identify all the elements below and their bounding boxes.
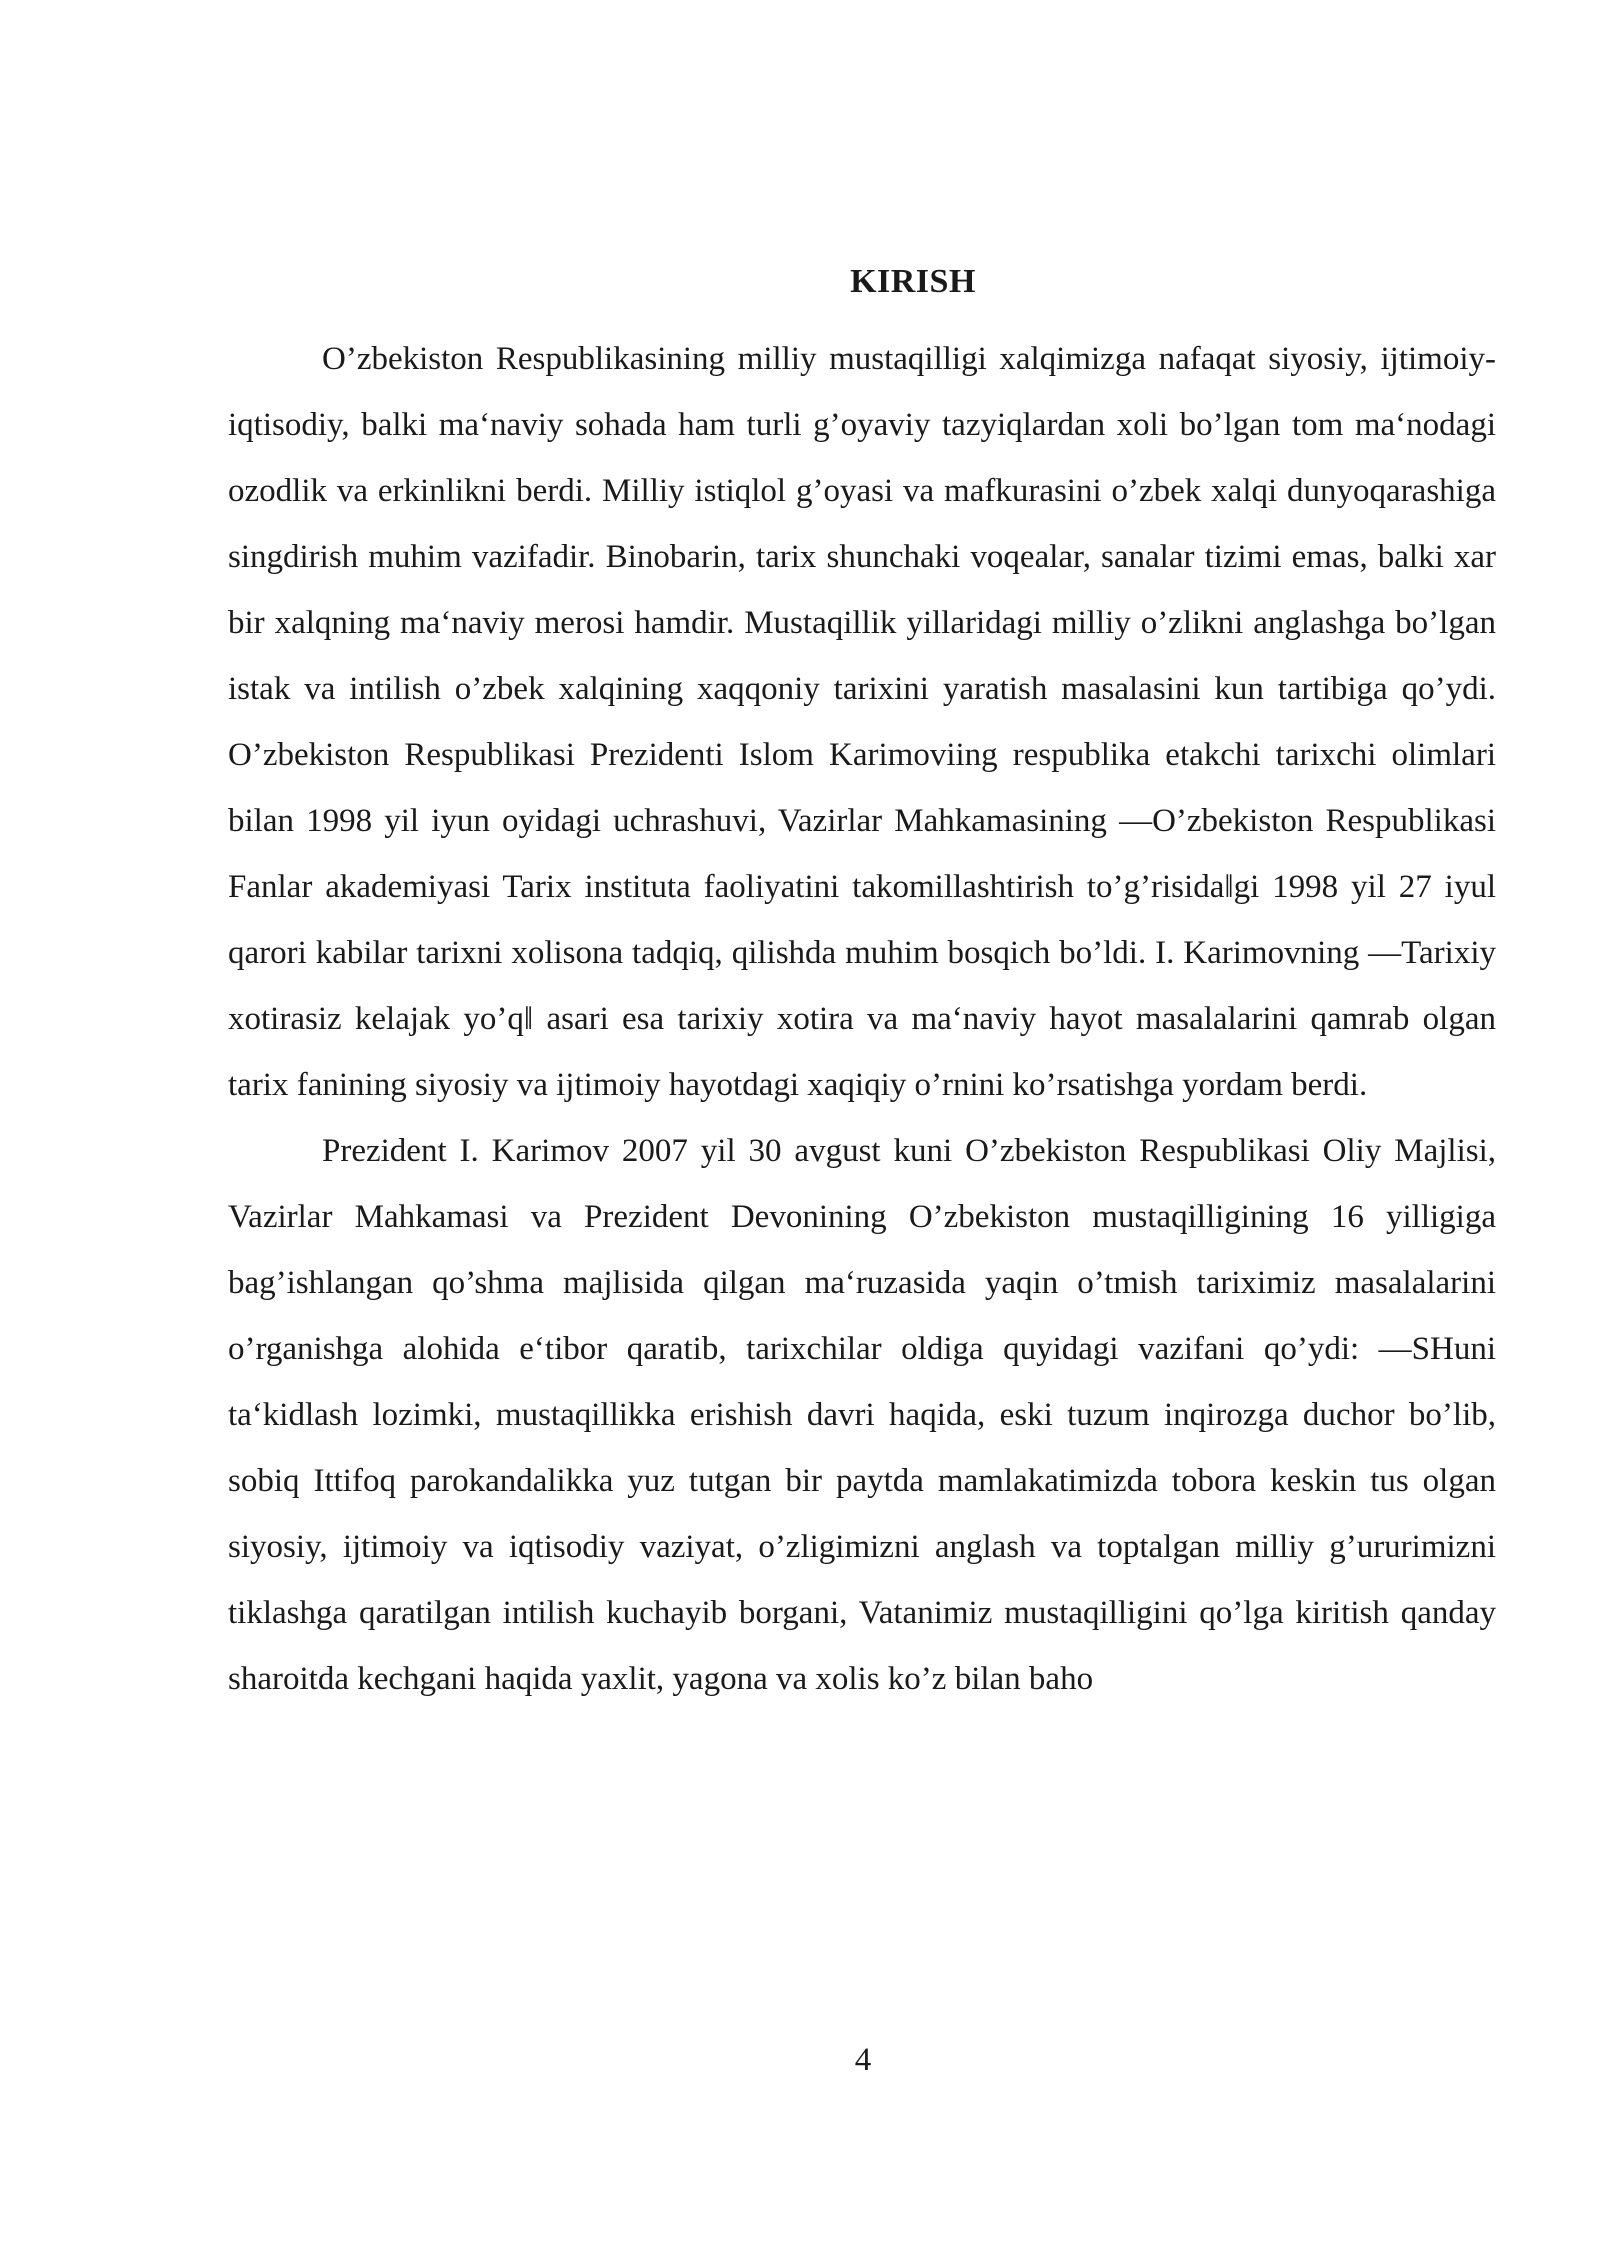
body-text: [228, 326, 1496, 1712]
heading-container: [228, 262, 1598, 302]
page-number: 4: [854, 2042, 872, 2078]
paragraph: O’zbekiston Respublikasining milliy mustaqilligi xalqimizga nafaqat siyosiy, ijtimoiy-iqtisodiy, balki ma‘naviy sohada ham turli g’oyaviy tazyiqlardan xoli bo’lgan tom ma‘nodagi ozodlik va erkinlikni berdi. Milliy istiqlol g’oyasi va mafkurasini o’zbek xalqi dunyoqarashiga singdirish muhim vazifadir. Binobarin, tarix shunchaki voqealar, sanalar tizimi emas, balki xar bir xalqning ma‘naviy merosi hamdir. Mustaqillik yillaridagi milliy o’zlikni anglashga bo’lgan istak va intilish o’zbek xalqining xaqqoniy tarixini yaratish masalasini kun tartibiga qo’ydi. O’zbekiston Respublikasi Prezidenti Islom Karimoviing respublika etakchi tarixchi olimlari bilan 1998 yil iyun oyidagi uchrashuvi, Vazirlar Mahkamasining ―O’zbekiston Respublikasi Fanlar akademiyasi Tarix instituta faoliyatini takomillashtirish to’g’risida‖gi 1998 yil 27 iyul qarori kabilar tarixni xolisona tadqiq, qilishda muhim bosqich bo’ldi. I. Karimovning ―Tarixiy xotirasiz kelajak yo’q‖ asari esa tarixiy xotira va ma‘naviy hayot masalalarini qamrab olgan tarix fanining siyosiy va ijtimoiy hayotdagi xaqiqiy o’rnini ko’rsatishga yordam berdi.: [228, 341, 1496, 1103]
page-title: KIRISH: [850, 263, 976, 300]
paragraph: Prezident I. Karimov 2007 yil 30 avgust kuni O’zbekiston Respublikasi Oliy Majlisi, Vazirlar Mahkamasi va Prezident Devonining O’zbekiston mustaqilligining 16 yilligiga bag’ishlangan qo’shma majlisida qilgan ma‘ruzasida yaqin o’tmish tariximiz masalalarini o’rganishga alohida e‘tibor qaratib, tarixchilar oldiga quyidagi vazifani qo’ydi: ―SHuni ta‘kidlash lozimki, mustaqillikka erishish davri haqida, eski tuzum inqirozga duchor bo’lib, sobiq Ittifoq parokandalikka yuz tutgan bir paytda mamlakatimizda tobora keskin tus olgan siyosiy, ijtimoiy va iqtisodiy vaziyat, o’zligimizni anglash va toptalgan milliy g’ururimizni tiklashga qaratilgan intilish kuchayib borgani, Vatanimiz mustaqilligini qo’lga kiritish qanday sharoitda kechgani haqida yaxlit, yagona va xolis ko’z bilan baho: [228, 1133, 1496, 1697]
